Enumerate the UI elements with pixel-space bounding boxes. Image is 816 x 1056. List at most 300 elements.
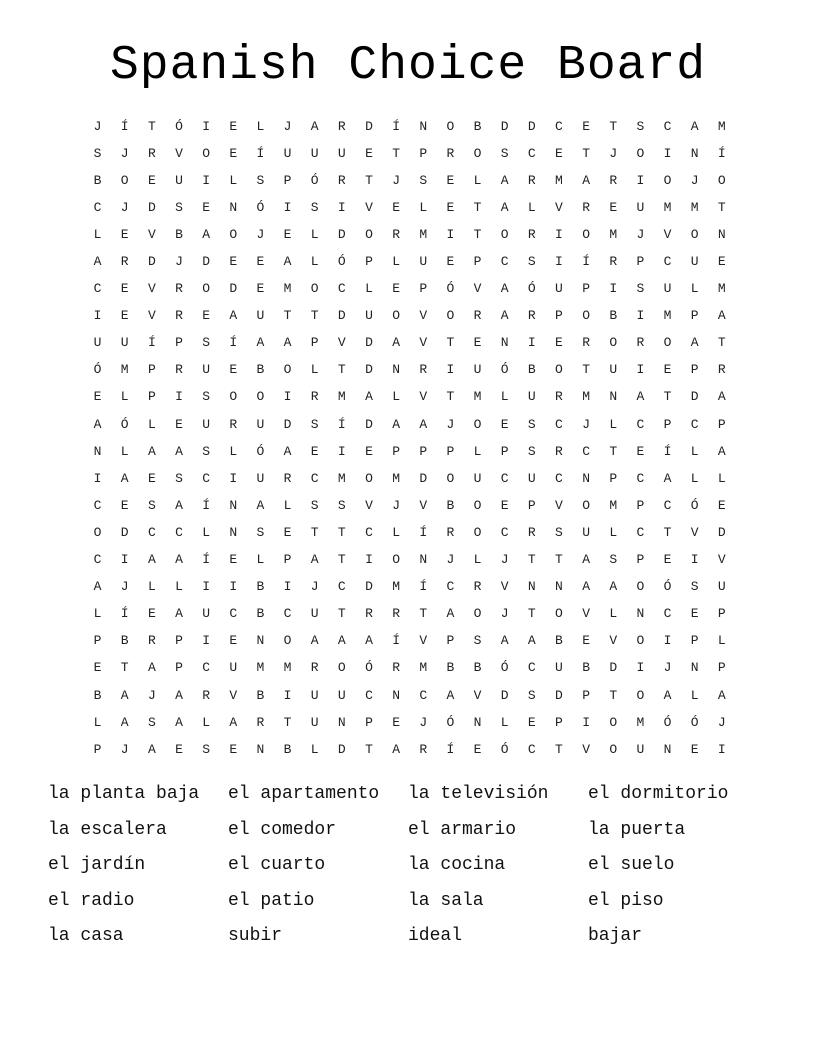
grid-letter: J [120, 741, 129, 757]
grid-letter: A [717, 687, 726, 703]
grid-letter: I [337, 199, 346, 215]
grid-letter: P [717, 606, 726, 622]
grid-letter: B [527, 362, 536, 378]
grid-letter: L [256, 552, 265, 568]
grid-letter: O [256, 389, 265, 405]
grid-letter: B [446, 497, 455, 513]
grid-letter: S [555, 524, 563, 540]
grid-letter: J [120, 145, 129, 161]
grid-letter: Í [582, 254, 590, 270]
grid-letter: Í [229, 335, 238, 351]
grid-letter: O [636, 145, 645, 161]
grid-letter: O [663, 335, 672, 351]
grid-letter: N [229, 497, 238, 513]
grid-row [84, 547, 738, 574]
grid-row [84, 303, 738, 330]
grid-letter: U [473, 362, 482, 378]
grid-letter: P [310, 335, 319, 351]
grid-letter: M [555, 172, 563, 188]
grid-letter: P [365, 254, 373, 270]
grid-letter: A [337, 633, 346, 649]
grid-letter: R [636, 335, 645, 351]
grid-letter: O [473, 497, 482, 513]
grid-letter: C [663, 254, 672, 270]
grid-letter: P [365, 714, 373, 730]
grid-letter: C [636, 470, 645, 486]
grid-letter: O [446, 308, 455, 324]
grid-letter: U [527, 470, 536, 486]
grid-letter: A [256, 335, 265, 351]
grid-letter: A [582, 172, 590, 188]
grid-letter: J [717, 714, 726, 730]
grid-letter: A [609, 579, 618, 595]
grid-letter: V [663, 226, 672, 242]
grid-letter: E [229, 145, 238, 161]
grid-letter: N [527, 579, 536, 595]
grid-letter: B [609, 308, 618, 324]
grid-letter: B [473, 660, 482, 676]
grid-letter: E [229, 552, 238, 568]
grid-letter: M [392, 470, 401, 486]
grid-letter: U [337, 687, 346, 703]
grid-letter: O [555, 606, 563, 622]
grid-letter: C [555, 416, 563, 432]
grid-letter: O [473, 145, 482, 161]
grid-letter: T [337, 524, 346, 540]
word-bank-item: bajar [588, 926, 643, 947]
grid-letter: T [310, 524, 319, 540]
grid-letter: D [365, 335, 373, 351]
grid-letter: L [690, 470, 699, 486]
grid-letter: C [663, 497, 672, 513]
grid-letter: C [147, 524, 156, 540]
grid-letter: O [202, 281, 211, 297]
grid-letter: M [419, 660, 428, 676]
grid-letter: B [120, 633, 129, 649]
grid-letter: M [337, 470, 346, 486]
grid-letter: U [283, 145, 292, 161]
grid-row [84, 221, 738, 248]
grid-letter: C [663, 606, 672, 622]
grid-letter: E [392, 714, 401, 730]
grid-row [84, 682, 738, 709]
grid-letter: S [527, 254, 536, 270]
grid-letter: J [609, 145, 618, 161]
grid-letter: U [555, 281, 563, 297]
grid-letter: O [392, 308, 401, 324]
grid-letter: A [717, 308, 726, 324]
grid-letter: J [446, 552, 455, 568]
grid-letter: M [120, 362, 129, 378]
grid-letter: L [229, 443, 238, 459]
grid-letter: N [555, 579, 563, 595]
grid-letter: A [175, 497, 183, 513]
word-bank-item: la planta baja [48, 784, 200, 804]
grid-letter: A [663, 470, 672, 486]
grid-letter: I [717, 741, 726, 757]
grid-letter: R [365, 606, 373, 622]
grid-letter: P [283, 552, 292, 568]
grid-letter: N [690, 145, 699, 161]
grid-letter: I [202, 633, 211, 649]
grid-letter: L [500, 389, 509, 405]
grid-letter: P [175, 633, 183, 649]
grid-letter: T [582, 145, 590, 161]
grid-letter: R [446, 524, 455, 540]
grid-letter: T [310, 308, 319, 324]
grid-letter: P [147, 389, 156, 405]
word-bank-item: el piso [588, 890, 664, 911]
grid-letter: E [527, 714, 536, 730]
grid-letter: C [93, 199, 102, 215]
grid-row [84, 140, 738, 167]
grid-letter: I [609, 281, 618, 297]
grid-letter: I [582, 714, 590, 730]
grid-row [84, 709, 738, 736]
word-bank-item: la cocina [408, 855, 506, 876]
grid-letter: P [555, 308, 563, 324]
grid-letter: I [636, 660, 645, 676]
grid-letter: E [582, 633, 590, 649]
grid-row [84, 357, 738, 384]
grid-letter: R [392, 660, 401, 676]
grid-letter: U [419, 254, 428, 270]
grid-letter: T [609, 443, 618, 459]
grid-letter: L [419, 199, 428, 215]
grid-letter: E [555, 335, 563, 351]
grid-letter: R [473, 579, 482, 595]
grid-letter: B [175, 226, 183, 242]
grid-letter: R [202, 687, 211, 703]
grid-letter: D [365, 118, 373, 134]
grid-letter: N [337, 714, 346, 730]
grid-letter: C [636, 524, 645, 540]
grid-letter: S [147, 714, 156, 730]
grid-letter: L [147, 579, 156, 595]
grid-letter: O [582, 497, 590, 513]
grid-letter: O [555, 362, 563, 378]
grid-letter: E [365, 145, 373, 161]
grid-letter: A [446, 606, 455, 622]
grid-letter: B [555, 633, 563, 649]
grid-letter: L [717, 470, 726, 486]
grid-letter: T [120, 660, 129, 676]
grid-letter: A [120, 714, 129, 730]
grid-letter: L [392, 389, 401, 405]
grid-letter: N [419, 552, 428, 568]
grid-letter: R [175, 362, 183, 378]
grid-letter: A [663, 687, 672, 703]
grid-letter: C [202, 470, 211, 486]
grid-letter: A [392, 335, 401, 351]
grid-letter: I [636, 362, 645, 378]
grid-row [84, 655, 738, 682]
grid-letter: E [120, 226, 129, 242]
grid-letter: R [175, 281, 183, 297]
grid-letter: N [419, 118, 428, 134]
grid-letter: J [582, 416, 590, 432]
grid-letter: I [663, 145, 672, 161]
grid-letter: A [175, 714, 183, 730]
grid-letter: A [93, 254, 102, 270]
grid-letter: O [609, 714, 618, 730]
grid-letter: R [582, 335, 590, 351]
grid-letter: U [229, 660, 238, 676]
grid-letter: Ó [690, 714, 699, 730]
word-bank-item: la televisión [408, 784, 549, 804]
grid-letter: Í [202, 497, 211, 513]
grid-letter: R [120, 254, 129, 270]
grid-letter: V [582, 741, 590, 757]
grid-letter: S [636, 281, 645, 297]
grid-letter: A [365, 389, 373, 405]
grid-letter: I [690, 552, 699, 568]
grid-letter: Í [419, 524, 428, 540]
grid-letter: I [555, 226, 563, 242]
grid-letter: Ó [120, 416, 129, 432]
grid-letter: I [365, 552, 373, 568]
grid-letter: L [609, 416, 618, 432]
grid-letter: S [419, 172, 428, 188]
grid-letter: N [717, 226, 726, 242]
grid-letter: C [93, 497, 102, 513]
grid-letter: C [337, 281, 346, 297]
grid-letter: D [283, 416, 292, 432]
grid-letter: A [500, 308, 509, 324]
grid-letter: I [337, 443, 346, 459]
grid-letter: E [690, 741, 699, 757]
grid-letter: A [147, 741, 156, 757]
grid-letter: I [202, 118, 211, 134]
grid-letter: V [175, 145, 183, 161]
grid-letter: I [636, 172, 645, 188]
grid-letter: Ó [690, 497, 699, 513]
grid-letter: P [93, 633, 102, 649]
grid-letter: P [663, 416, 672, 432]
grid-letter: Ó [337, 254, 346, 270]
grid-letter: T [527, 552, 536, 568]
grid-letter: D [337, 226, 346, 242]
grid-letter: T [717, 199, 726, 215]
grid-letter: V [419, 335, 428, 351]
grid-letter: C [555, 470, 563, 486]
grid-letter: S [202, 443, 211, 459]
grid-row [84, 492, 738, 519]
grid-letter: A [175, 606, 183, 622]
grid-letter: C [500, 524, 509, 540]
grid-letter: E [256, 254, 265, 270]
grid-letter: N [500, 335, 509, 351]
grid-letter: L [690, 687, 699, 703]
grid-letter: L [609, 606, 618, 622]
word-bank-item: la casa [48, 926, 124, 947]
grid-letter: N [663, 741, 672, 757]
grid-letter: Í [147, 335, 156, 351]
word-search-grid [84, 113, 738, 763]
grid-letter: V [609, 633, 618, 649]
grid-row [84, 330, 738, 357]
grid-letter: E [690, 606, 699, 622]
grid-letter: J [500, 552, 509, 568]
grid-letter: T [337, 552, 346, 568]
grid-letter: Ó [527, 281, 536, 297]
grid-row [84, 411, 738, 438]
grid-letter: N [392, 362, 401, 378]
grid-letter: N [256, 741, 265, 757]
grid-letter: R [310, 389, 319, 405]
grid-letter: V [473, 687, 482, 703]
grid-letter: A [202, 226, 211, 242]
grid-letter: N [473, 714, 482, 730]
grid-letter: J [93, 118, 102, 134]
grid-letter: E [93, 660, 102, 676]
grid-letter: A [310, 633, 319, 649]
grid-letter: Ó [256, 443, 265, 459]
grid-letter: C [283, 606, 292, 622]
grid-letter: V [229, 687, 238, 703]
grid-letter: Ó [446, 281, 455, 297]
grid-letter: N [229, 199, 238, 215]
grid-letter: O [663, 172, 672, 188]
grid-letter: D [500, 687, 509, 703]
grid-letter: R [446, 145, 455, 161]
grid-letter: O [609, 335, 618, 351]
grid-letter: O [229, 226, 238, 242]
grid-letter: B [256, 606, 265, 622]
grid-letter: A [120, 687, 129, 703]
grid-letter: T [473, 226, 482, 242]
grid-letter: T [609, 118, 618, 134]
grid-letter: Í [120, 118, 129, 134]
grid-letter: S [310, 497, 319, 513]
grid-letter: T [365, 741, 373, 757]
grid-letter: V [147, 281, 156, 297]
grid-letter: U [256, 470, 265, 486]
grid-letter: U [337, 145, 346, 161]
grid-letter: A [283, 254, 292, 270]
grid-letter: R [717, 362, 726, 378]
grid-letter: C [175, 524, 183, 540]
grid-letter: O [473, 606, 482, 622]
word-bank-item: el armario [408, 819, 517, 840]
grid-letter: R [527, 524, 536, 540]
word-bank-item: el comedor [228, 819, 337, 840]
grid-letter: R [527, 308, 536, 324]
grid-letter: S [256, 524, 265, 540]
grid-letter: Ó [500, 741, 509, 757]
grid-letter: R [337, 118, 346, 134]
grid-letter: Ó [446, 714, 455, 730]
grid-letter: R [473, 308, 482, 324]
grid-letter: O [392, 552, 401, 568]
grid-letter: E [717, 254, 726, 270]
grid-letter: E [147, 606, 156, 622]
grid-letter: J [663, 660, 672, 676]
grid-letter: L [93, 606, 102, 622]
grid-letter: D [609, 660, 618, 676]
grid-letter: V [365, 199, 373, 215]
grid-letter: T [283, 308, 292, 324]
grid-letter: E [446, 172, 455, 188]
grid-letter: J [175, 254, 183, 270]
grid-letter: T [527, 606, 536, 622]
grid-letter: O [500, 226, 509, 242]
grid-letter: U [310, 145, 319, 161]
grid-letter: O [93, 524, 102, 540]
grid-letter: C [555, 118, 563, 134]
grid-letter: T [582, 362, 590, 378]
grid-letter: P [555, 714, 563, 730]
grid-letter: I [283, 579, 292, 595]
grid-letter: R [337, 172, 346, 188]
grid-letter: C [419, 687, 428, 703]
grid-letter: N [256, 633, 265, 649]
grid-letter: P [473, 254, 482, 270]
grid-letter: O [365, 226, 373, 242]
grid-letter: R [527, 226, 536, 242]
grid-letter: I [446, 226, 455, 242]
grid-letter: T [337, 362, 346, 378]
grid-letter: M [256, 660, 265, 676]
grid-letter: R [609, 172, 618, 188]
grid-letter: U [256, 308, 265, 324]
grid-letter: P [446, 443, 455, 459]
grid-letter: U [310, 606, 319, 622]
grid-letter: L [310, 362, 319, 378]
grid-letter: D [690, 389, 699, 405]
grid-letter: R [555, 443, 563, 459]
grid-letter: U [202, 606, 211, 622]
grid-letter: E [147, 470, 156, 486]
word-bank-item: el radio [48, 890, 135, 911]
grid-letter: V [555, 199, 563, 215]
grid-letter: E [365, 443, 373, 459]
grid-letter: S [636, 118, 645, 134]
grid-letter: B [93, 172, 102, 188]
grid-letter: D [500, 118, 509, 134]
grid-letter: R [147, 633, 156, 649]
grid-letter: D [202, 254, 211, 270]
grid-letter: L [310, 226, 319, 242]
grid-letter: L [283, 497, 292, 513]
grid-letter: A [256, 497, 265, 513]
grid-letter: V [419, 633, 428, 649]
grid-letter: L [527, 199, 536, 215]
grid-letter: P [582, 281, 590, 297]
grid-letter: E [446, 199, 455, 215]
grid-letter: I [93, 470, 102, 486]
grid-letter: L [93, 714, 102, 730]
grid-letter: D [555, 687, 563, 703]
grid-letter: P [147, 362, 156, 378]
grid-letter: S [147, 497, 156, 513]
grid-letter: Ó [500, 362, 509, 378]
grid-letter: R [419, 362, 428, 378]
grid-letter: A [147, 443, 156, 459]
grid-letter: T [446, 335, 455, 351]
grid-letter: Í [717, 145, 726, 161]
grid-letter: Í [663, 443, 672, 459]
grid-letter: U [690, 254, 699, 270]
grid-letter: O [310, 281, 319, 297]
grid-letter: N [392, 687, 401, 703]
grid-letter: Í [392, 118, 401, 134]
grid-letter: T [663, 389, 672, 405]
grid-letter: D [365, 579, 373, 595]
grid-letter: P [636, 254, 645, 270]
grid-letter: A [636, 389, 645, 405]
grid-letter: C [93, 552, 102, 568]
